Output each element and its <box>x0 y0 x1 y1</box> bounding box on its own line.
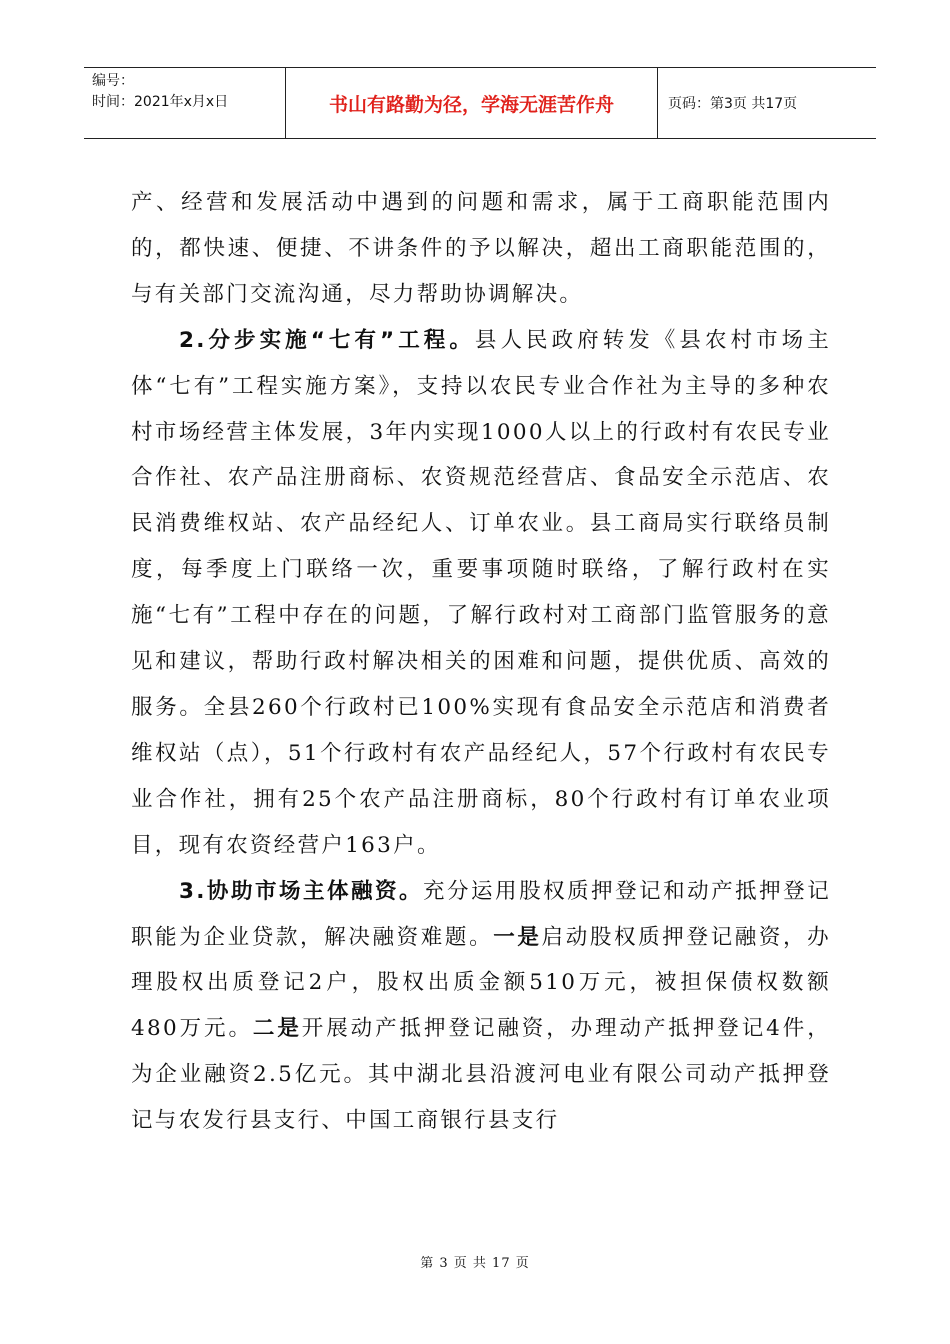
paragraph-3 <box>131 869 831 1144</box>
paragraph-3-text-1: 充分运用股权质押登记和动产抵押登记职能为企业贷款，解决融资难题。 <box>131 878 831 950</box>
page-header <box>84 67 876 139</box>
paragraph-2 <box>131 318 831 869</box>
document-body <box>131 180 831 1144</box>
paragraph-2-text: 县人民政府转发《县农村市场主体“七有”工程实施方案》，支持以农民专业合作社为主导的多种农村市场经营主体发展，3年内实现1000人以上的行政村有农民专业合作社、农产品注册商标、农资规范经营店、食品安全示范店、农民消费维权站、农产品经纪人、订单农业。县工商局实行联络员制度，每季度上门联络一次，重要事项随时联络，了解行政村在实施“七有”工程中存在的问题，了解行政村对工商部门监管服务的意见和建议，帮助行政村解决相关的困难和问题，提供优质、高效的服务。全县260个行政村已100%实现有食品安全示范店和消费者维权站（点），51个行政村有农产品经纪人，57个行政村有农民专业合作社，拥有25个农产品注册商标，80个行政村有订单农业项目，现有农资经营户163户。 <box>131 327 832 858</box>
paragraph-3-bold-1: 一是 <box>493 924 542 950</box>
paragraph-3-text-2: 启动股权质押登记融资，办理股权出质登记2户，股权出质金额510万元，被担保债权数额480万元。 <box>131 924 831 1042</box>
paragraph-1: 产、经营和发展活动中遇到的问题和需求，属于工商职能范围内的，都快速、便捷、不讲条件的予以解决，超出工商职能范围的，与有关部门交流沟通，尽力帮助协调解决。 <box>131 190 831 307</box>
page-footer: 第 3 页 共 17 页 <box>420 1256 530 1271</box>
header-motto: 书山有路勤为径，学海无涯苦作舟 <box>328 93 614 116</box>
paragraph-3-bold-2: 二是 <box>252 1016 302 1042</box>
paragraph-3-heading: 3.协助市场主体融资。 <box>179 878 424 904</box>
header-motto-cell <box>286 68 658 138</box>
header-page-info: 页码：第3页 共17页 <box>668 96 798 112</box>
document-number: 编号： <box>92 73 134 89</box>
paragraph-2-heading: 2.分步实施“七有”工程。 <box>179 327 475 353</box>
paragraph-3-text-3: 开展动产抵押登记融资，办理动产抵押登记4件，为企业融资2.5亿元。其中湖北县沿渡河电业有限公司动产抵押登记与农发行县支行、中国工商银行县支行 <box>131 1016 832 1134</box>
header-meta <box>84 68 286 138</box>
document-time: 时间：2021年x月x日 <box>92 94 229 110</box>
